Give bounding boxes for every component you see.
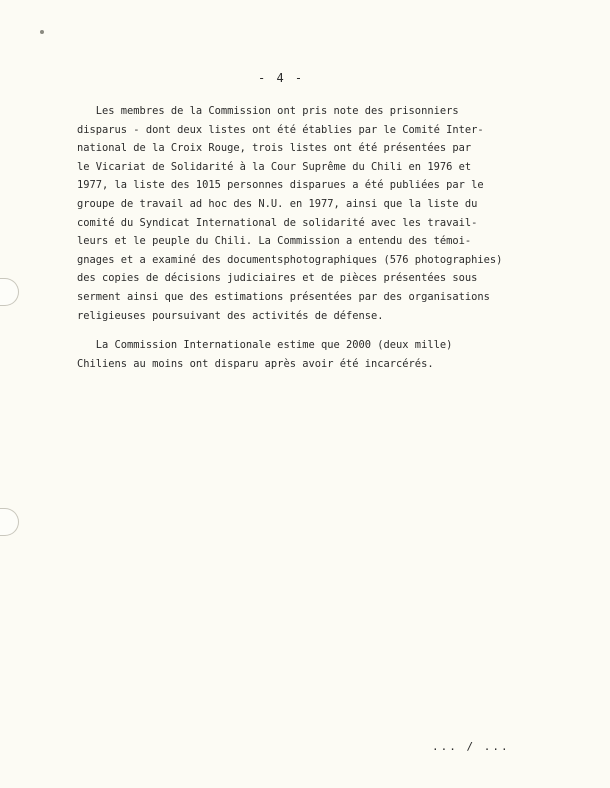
text-line: serment ainsi que des estimations présentées par des organisations — [77, 290, 490, 303]
text-line: Les membres de la Commission ont pris note des prisonniers — [77, 105, 459, 117]
punch-hole-top — [0, 278, 19, 306]
text-line: le Vicariat de Solidarité à la Cour Suprême du Chili en 1976 et — [77, 160, 472, 173]
text-line: des copies de décisions judiciaires et de pièces présentées sous — [77, 272, 478, 285]
ink-speck — [40, 30, 44, 34]
text-line: religieuses poursuivant des activités de défense. — [77, 309, 384, 322]
text-line: La Commission Internationale estime que 2000 (deux mille) — [77, 339, 453, 351]
continuation-marker: ... / ... — [432, 740, 510, 753]
page-number: - 4 - — [258, 71, 305, 85]
paragraph-disappeared-prisoners — [77, 102, 547, 325]
text-line: gnages et a examiné des documentsphotographiques (576 photographies) — [77, 253, 503, 266]
text-line: national de la Croix Rouge, trois listes ont été présentées par — [77, 142, 472, 155]
punch-hole-bottom — [0, 508, 19, 536]
text-line: disparus - dont deux listes ont été établies par le Comité Inter- — [77, 123, 484, 136]
text-line: leurs et le peuple du Chili. La Commission a entendu des témoi- — [77, 235, 472, 248]
text-line: Chiliens au moins ont disparu après avoir été incarcérés. — [77, 357, 434, 370]
text-line: 1977, la liste des 1015 personnes disparues a été publiées par le — [77, 179, 484, 192]
text-line: comité du Syndicat International de solidarité avec les travail- — [77, 216, 478, 229]
text-line: groupe de travail ad hoc des N.U. en 1977, ainsi que la liste du — [77, 197, 478, 210]
paragraph-estimate — [77, 336, 547, 373]
